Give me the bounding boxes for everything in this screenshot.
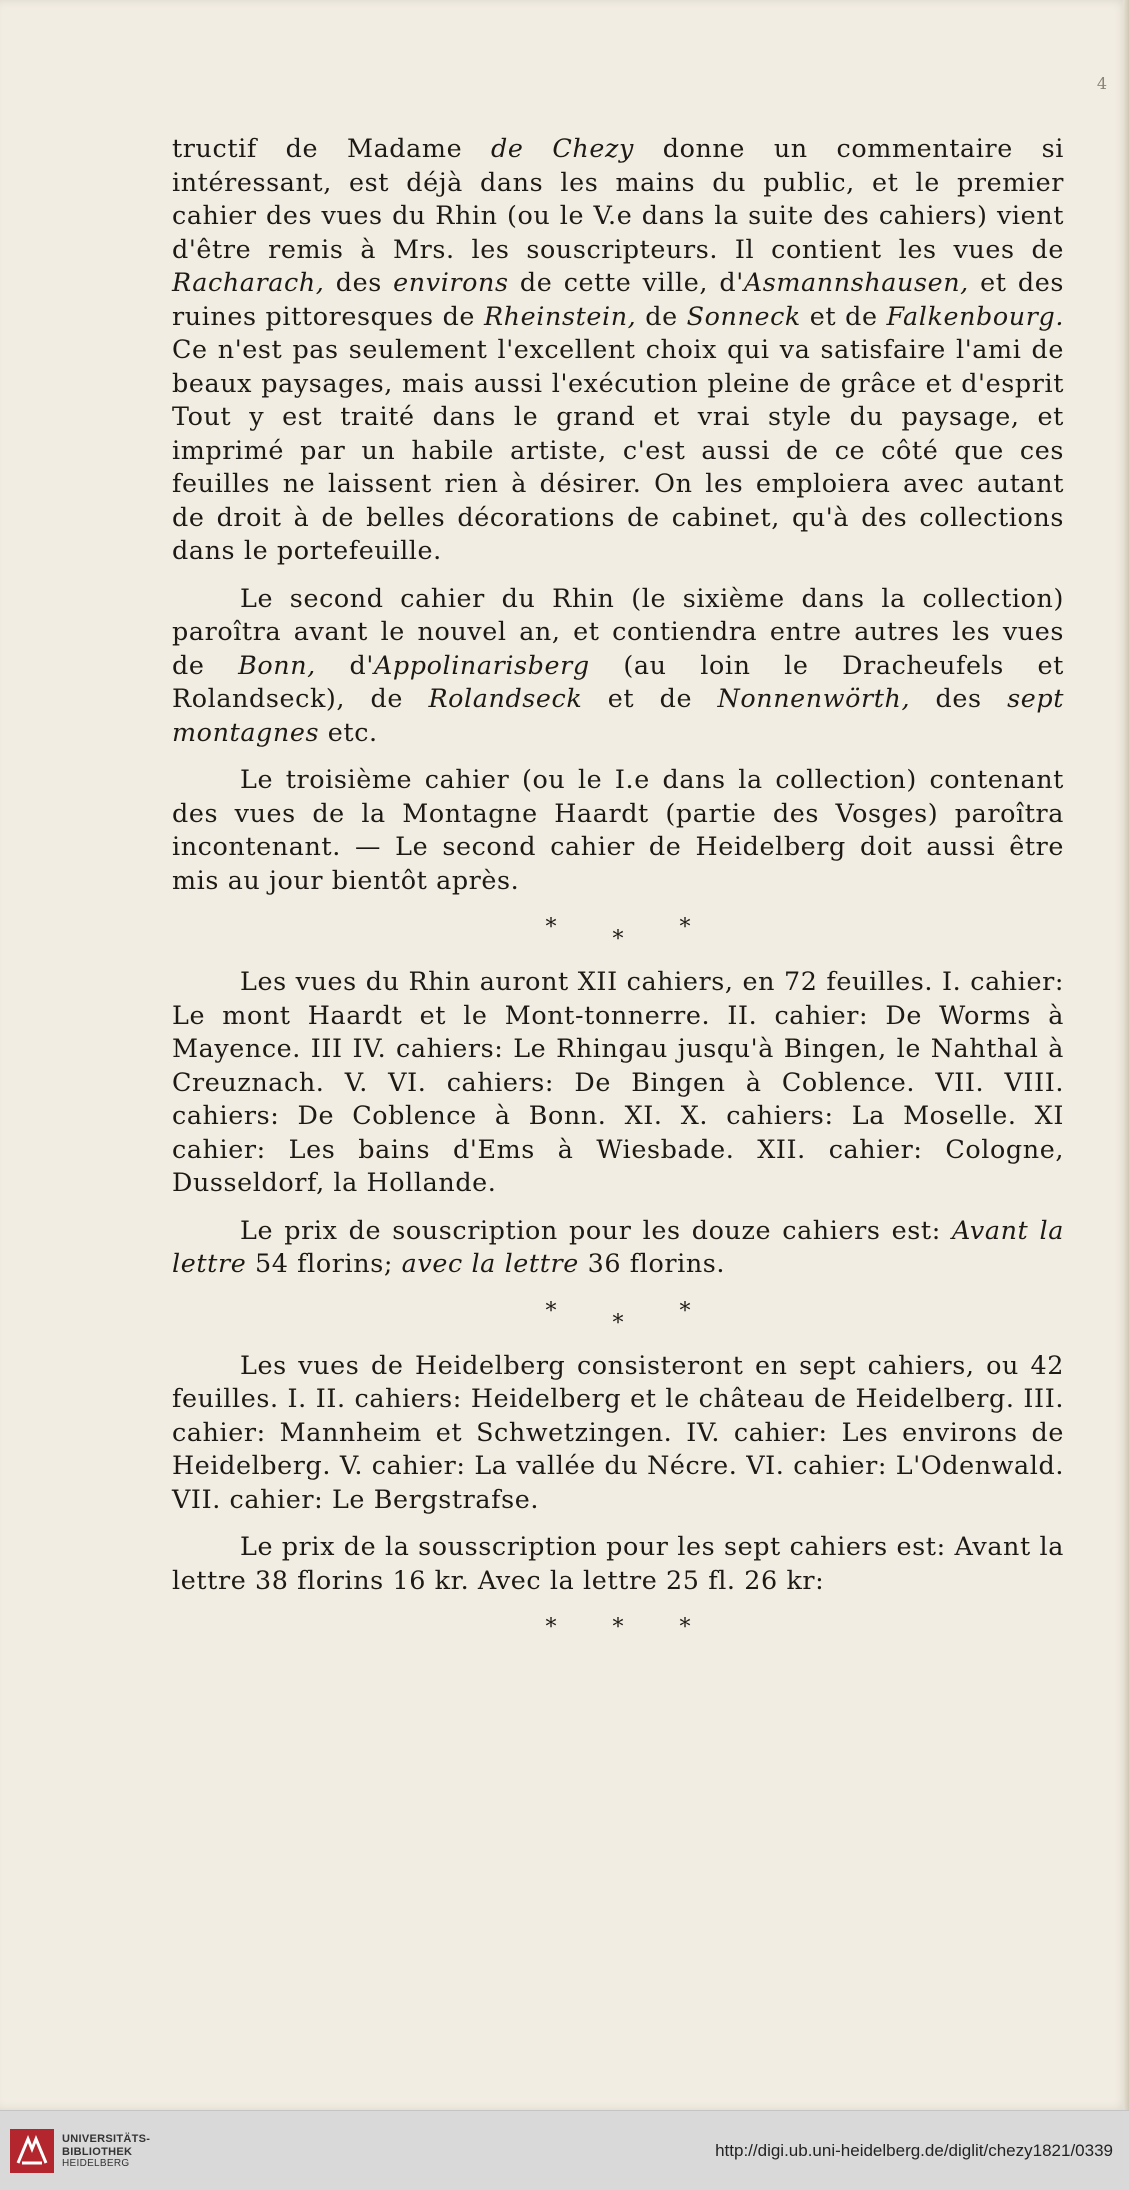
text-run: 54 florins; xyxy=(246,1248,402,1278)
italic-text: Asmannshausen, xyxy=(743,267,969,297)
text-run: et de xyxy=(800,300,887,331)
divider-star: * xyxy=(612,1615,624,1640)
italic-text: Nonnenwörth, xyxy=(717,683,911,713)
text-run: et des ruines pittoresques de xyxy=(172,267,1064,331)
italic-text: de Chezy xyxy=(491,133,634,163)
paragraph-p2 xyxy=(172,582,1064,750)
text-run: 36 florins. xyxy=(578,1248,726,1278)
text-run: Les vues du Rhin auront XII cahiers, en 72 feuilles. I. cahier: Le mont Haardt et le Mont-tonnerre. II. cahier: De Worms à Mayence. III IV. cahiers: Le Rhingau jusqu'à Bingen, le Nahthal à Creuznach. V. VI. cahiers: De Bingen à Coblence. VII. VIII. cahiers: De Coblence à Bonn. XI. X. cahiers: La Moselle. XI cahier: Les bains d'Ems à Wiesbade. XII. cahier: Cologne, Dusseldorf, la Hollande. xyxy=(172,966,1064,1197)
paragraph-p5 xyxy=(172,1214,1064,1281)
paragraph-p4 xyxy=(172,965,1064,1200)
italic-text: Racharach, xyxy=(172,267,325,297)
text-run: etc. xyxy=(319,716,378,747)
italic-text: Rolandseck xyxy=(428,683,583,713)
text-run: (au loin le Dracheufels et Rolandseck), de xyxy=(172,649,1064,713)
divider-star: * xyxy=(612,927,624,952)
institution-name xyxy=(62,2133,150,2171)
text-run: des xyxy=(324,267,394,297)
italic-text: Avant la lettre xyxy=(172,1214,1064,1278)
section-divider-stars xyxy=(172,911,1064,952)
italic-text: Falkenbourg. xyxy=(886,300,1065,331)
italic-text: Appolinarisberg xyxy=(373,649,590,680)
divider-star: * xyxy=(612,1310,624,1336)
permalink-url[interactable]: http://digi.ub.uni-heidelberg.de/diglit/chezy1821/0339 xyxy=(715,2141,1113,2160)
italic-text: environs xyxy=(393,267,509,297)
text-run: de xyxy=(636,300,687,331)
divider-star: * xyxy=(679,915,691,940)
divider-star: * xyxy=(679,1298,691,1324)
text-run: donne un commentaire si intéressant, est déjà dans les mains du public, et le premier cahier des vues du Rhin (ou le V.e dans la suite des cahiers) vient d'être remis à Mrs. les souscripteurs. Il contient les vues de xyxy=(172,133,1064,264)
italic-text: Rheinstein, xyxy=(483,300,637,331)
institution-line-2: BIBLIOTHEK xyxy=(62,2145,133,2158)
text-run: tructif de Madame xyxy=(172,133,492,163)
text-run: de cette ville, d' xyxy=(508,267,744,297)
text-run: d' xyxy=(315,649,374,680)
page-corner-mark: 4 xyxy=(1096,74,1107,93)
university-library-logo-icon[interactable] xyxy=(10,2129,54,2173)
text-run: Les vues de Heidelberg consisteront en sept cahiers, ou 42 feuilles. I. II. cahiers: Heidelberg et le château de Heidelberg. III. cahier: Mannheim et Schwetzingen. IV. cahier: Les environs de Heidelberg. V. cahier: La vallée du Nécre. VI. cahier: L'Odenwald. VII. cahier: Le Bergstrafse. xyxy=(172,1349,1064,1514)
italic-text: Sonneck xyxy=(686,300,801,331)
divider-star: * xyxy=(545,915,557,940)
institution-line-1: UNIVERSITÄTS- xyxy=(62,2133,151,2145)
library-footer-bar xyxy=(0,2110,1129,2190)
divider-star: * xyxy=(545,1615,557,1640)
text-run: Le second cahier du Rhin (le sixième dans la collection) paroîtra avant le nouvel an, et contiendra entre autres les vues de xyxy=(172,582,1064,680)
body-text xyxy=(172,132,1064,1665)
italic-text: Bonn, xyxy=(238,649,316,680)
divider-star: * xyxy=(679,1615,691,1640)
text-run: Le prix de souscription pour les douze cahiers est: xyxy=(240,1214,953,1245)
divider-star: * xyxy=(545,1298,557,1324)
section-divider-stars xyxy=(172,1611,1064,1645)
text-run: Le prix de la sousscription pour les sept cahiers est: Avant la lettre 38 florins 16 kr. Avec la lettre 25 fl. 26 kr: xyxy=(172,1531,1064,1595)
section-divider-stars xyxy=(172,1295,1064,1336)
text-run: et de xyxy=(582,683,718,713)
paragraph-p3 xyxy=(172,763,1064,897)
italic-text: avec la lettre xyxy=(401,1248,579,1278)
paragraph-p1 xyxy=(172,132,1064,568)
paragraph-p7 xyxy=(172,1530,1064,1597)
page-edge-shadow xyxy=(1123,0,1129,2110)
text-run: des xyxy=(910,683,1008,713)
paragraph-p6 xyxy=(172,1349,1064,1517)
text-run: Ce n'est pas seulement l'excellent choix qui va satisfaire l'ami de beaux paysages, mais aussi l'exécution pleine de grâce et d'esprit Tout y est traité dans le grand et vrai style du paysage, et imprimé par un habile artiste, c'est aussi de ce côté que ces feuilles ne laissent rien à désirer. On les emploiera avec autant de droit à de belles décorations de cabinet, qu'à des collections dans le portefeuille. xyxy=(172,334,1064,565)
italic-text: sept montagnes xyxy=(172,683,1064,747)
institution-line-3: HEIDELBERG xyxy=(62,2158,130,2169)
text-run: Le troisième cahier (ou le I.e dans la collection) contenant des vues de la Montagne Haardt (partie des Vosges) paroîtra incontenant. — Le second cahier de Heidelberg doit aussi être mis au jour bientôt après. xyxy=(172,764,1064,895)
